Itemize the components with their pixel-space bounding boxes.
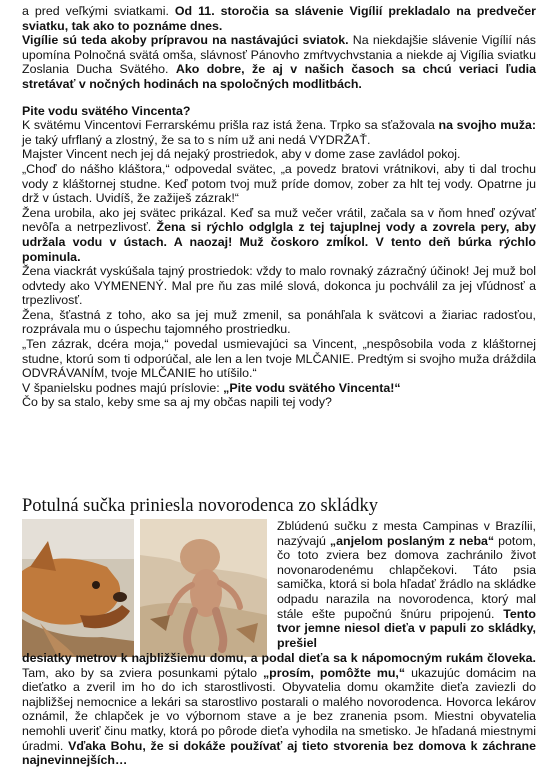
section-heading-vincent: Pite vodu svätého Vincenta?: [22, 103, 191, 118]
article-title: Potulná sučka priniesla novorodenca zo skládky: [22, 496, 379, 516]
bold-text: Vigílie sú teda akoby prípravou na nastávajúci sviatok.: [22, 33, 349, 48]
paragraph: Čo by sa stalo, keby sme sa aj my občas napili tej vody?: [22, 395, 332, 410]
paragraph: [22, 206, 536, 264]
paragraph: [22, 381, 536, 396]
bold-text: Tento tvor jemne niesol dieťa v papuli zo skládky, prešiel: [277, 606, 536, 650]
text-run: ukazujúc domácim na dieťatko a zveril im ho do ich starostlivosti. Obyvatelia domu okamžite dieťa zaviezli do najbližšej nemocnice a lekári sa starostlivo postarali o malého novorodenca. Hovorca lekárov oznámil, že chlapček je vo výbornom stave a je bez zranenia psom. Miestni obyvatelia nemohli uveriť činu matky, ktorá po pôrode dieťa vyhodila na smetisko. Je hľadaná miestnymi úradmi.: [22, 665, 536, 753]
paragraph: [22, 118, 536, 147]
paragraph: Žena, šťastná z toho, ako sa jej muž zmenil, sa ponáhľala k svätcovi a žiariac radosťou, rozprávala mu o úspechu tajomného prostriedku.: [22, 307, 536, 337]
text-run: je taký ufrflaný a zlostný, že sa to s ním už ani nedá VYDRŽAŤ.: [22, 132, 371, 147]
paragraph: Žena viackrát vyskúšala tajný prostriedok: vždy to malo rovnaký zázračný účinok! Jej muž bol odvtedy ako VYMENENÝ. Mal pre ňu zas milé slová, dokonca ju pochválil za jej vľúdnosť a trpezlivosť.: [22, 264, 536, 308]
paragraph: „Ten zázrak, dcéra moja,“ povedal usmievajúci sa Vincent, „nespôsobila voda z kláštornej studne, ktorú som ti odporúčal, ale len a len tvoje MLČANIE. Predtým si svojho muža dráždila ODVRÁVANÍM, tvoje MLČANIE ho utíšilo.“: [22, 337, 536, 381]
text-run: Tam, ako by sa zviera posunkami pýtalo: [22, 665, 263, 680]
bold-text: na svojho muža:: [438, 118, 536, 133]
text-run: Na niekdajšie slávenie Vigílií nás upomína Polnočná svätá omša, slávnosť Pánovho zmŕtvychvstania a niekde aj Vigília sviatku Zoslania Ducha Svätého.: [22, 33, 537, 77]
text-run: Žena urobila, ako jej svätec prikázal. Keď sa muž večer vrátil, začala sa v ňom hneď ozývať nevôľa a netrpezlivosť.: [22, 205, 536, 235]
paragraph-full-width: [22, 651, 536, 768]
paragraph-vigils-preparation: [22, 33, 536, 91]
paragraph-vigils-history: [22, 4, 536, 33]
text-run: V španielsku podnes majú príslovie:: [22, 380, 224, 395]
dog-photo: [22, 519, 134, 657]
photo-group: [22, 519, 267, 657]
text-run: Zblúdenú sučku z mesta Campinas v Brazílii, nazývajú: [277, 519, 536, 548]
bold-text: Žena si rýchlo odglgla z tej tajuplnej vody a zovrela pery, aby udržala vodu v ústach. A naozaj! Muž čoskoro zmĺkol. V tento deň búrka rýchlo pominula.: [22, 220, 536, 264]
baby-photo: [140, 519, 267, 657]
paragraph: Majster Vincent nech jej dá nejaký prostriedok, aby v dome zase zavládol pokoj.: [22, 147, 461, 162]
text-run: potom, čo toto zviera bez domova zachránilo život novonarodenému chlapčekovi. Táto psia samička, ktorá si bola hľadať žrádlo na skládke odpadu narazila na novorodenca, ktorý mal stále ešte pupočnú šnúru pripojenú.: [277, 533, 536, 621]
bold-text: Od 11. storočia sa slávenie Vigílií prekladalo na predvečer sviatku, tak ako to poznáme dnes.: [22, 4, 536, 33]
text-run: K svätému Vincentovi Ferrarskému prišla raz istá žena. Trpko sa sťažovala: [22, 118, 439, 133]
bold-text: „anjelom poslaným z neba“: [329, 533, 495, 548]
baby-illustration: [140, 519, 267, 657]
bold-text: Vďaka Bohu, že si dokáže používať aj tieto stvorenia bez domova k záchrane najnevinnejších…: [22, 738, 536, 768]
bold-text: „prosím, pomôžte mu,“: [262, 665, 406, 680]
text-run: a pred veľkými sviatkami.: [22, 4, 175, 18]
bold-text: desiatky metrov k najbližšiemu domu, a podal dieťa sa k nápomocným rukám človeka.: [22, 651, 536, 665]
paragraph-wrapped: [277, 519, 536, 650]
bold-text: Ako dobre, že aj v našich časoch sa chcú veriaci ľudia stretávať v nočných hodinách na spoločných modlitbách.: [22, 62, 536, 91]
page-text: [22, 4, 536, 410]
paragraph: „Choď do nášho kláštora,“ odpovedal svätec, „a povedz bratovi vrátnikovi, aby ti dal trochu vody z kláštornej studne. Keď potom tvoj muž príde domov, zober za hlt tej vody. Opatrne ju drž v ústach. Uvidíš, že zažiješ zázrak!“: [22, 161, 536, 206]
bold-text: „Pite vodu svätého Vincenta!“: [223, 380, 401, 395]
article-dog-rescue: [22, 495, 536, 768]
dog-illustration: [22, 519, 134, 657]
